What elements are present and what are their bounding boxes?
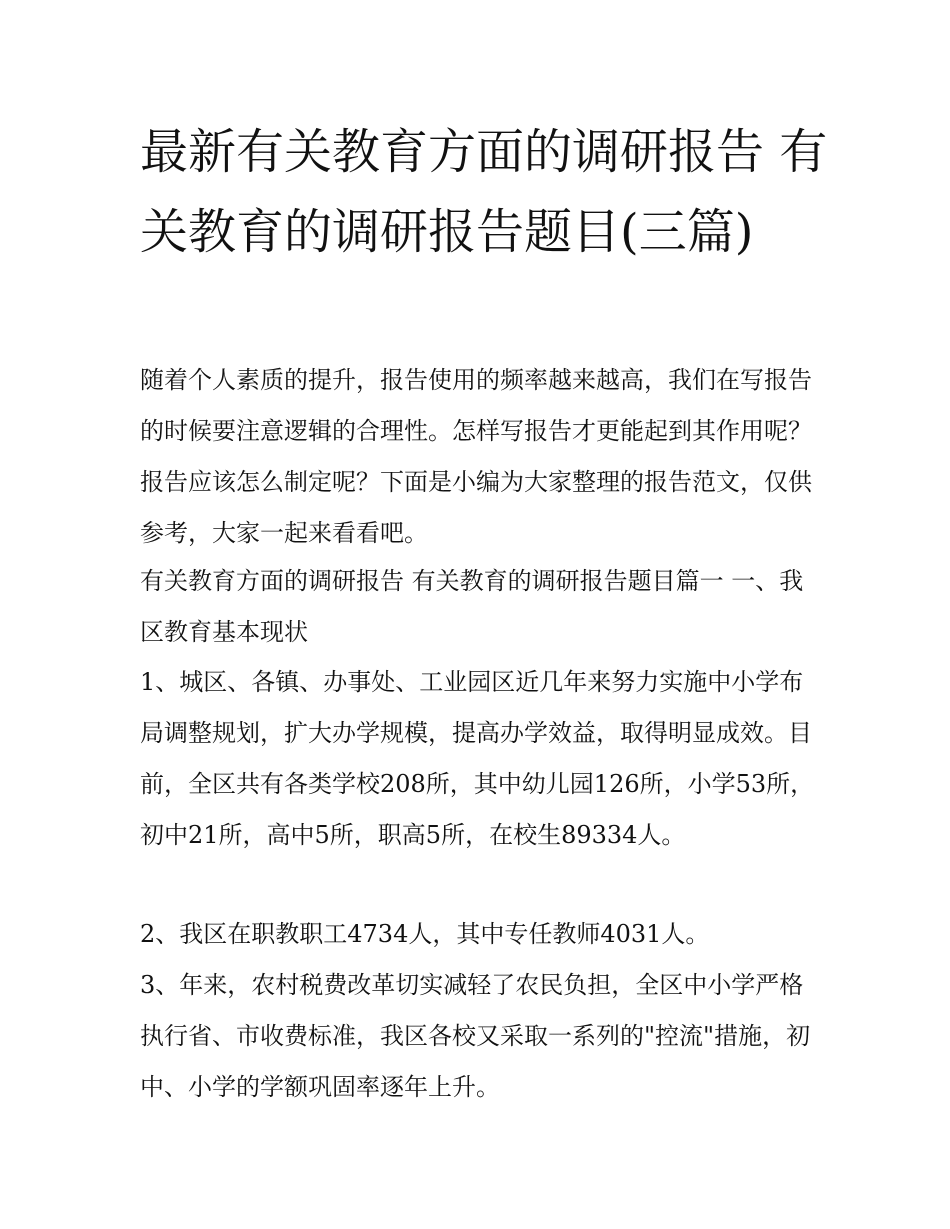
section-heading-paragraph: 有关教育方面的调研报告 有关教育的调研报告题目篇一 一、我区教育基本现状 (140, 567, 804, 646)
list-item-3-paragraph: 3、年来，农村税费改革切实减轻了农民负担，全区中小学严格执行省、市收费标准，我区各校又采取一系列的"控流"措施，初中、小学的学额巩固率逐年上升。 (140, 971, 811, 1101)
list-item-1-paragraph: 1、城区、各镇、办事处、工业园区近几年来努力实施中小学布局调整规划，扩大办学规模，提高办学效益，取得明显成效。目前，全区共有各类学校208所，其中幼儿园126所，小学53所，初中21所，高中5所，职高5所，在校生89334人。 (140, 668, 815, 849)
intro-paragraph: 随着个人素质的提升，报告使用的频率越来越高，我们在写报告的时候要注意逻辑的合理性。怎样写报告才更能起到其作用呢？报告应该怎么制定呢？下面是小编为大家整理的报告范文，仅供参考，大家一起来看看吧。 (140, 366, 812, 547)
document-title: 最新有关教育方面的调研报告 有关教育的调研报告题目(三篇) (140, 124, 828, 260)
list-item-2-paragraph: 2、我区在职教职工4734人，其中专任教师4031人。 (140, 920, 710, 948)
